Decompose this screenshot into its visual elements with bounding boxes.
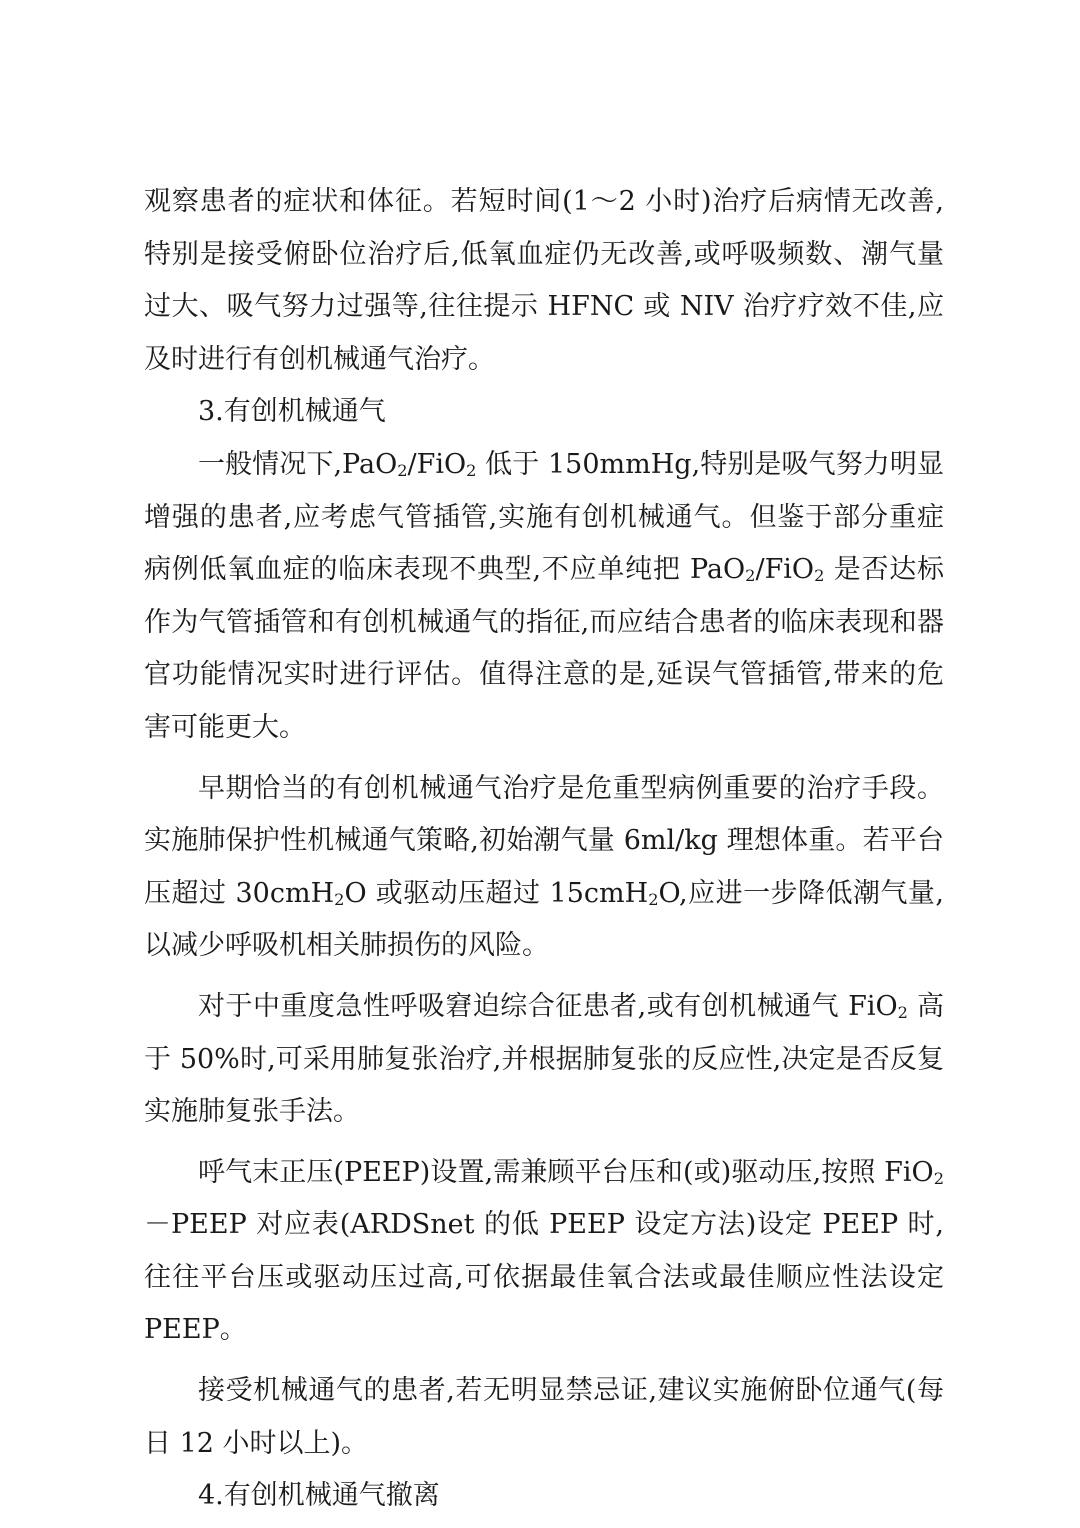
document-page	[144, 176, 944, 1523]
paragraph-gap	[144, 1139, 944, 1147]
section-heading-4: 4.有创机械通气撤离	[198, 1480, 440, 1512]
paragraph-intubation: 一般情况下,PaO$_2$/FiO$_2$ 低于 150mmHg,特别是吸气努力明显增强的患者,应考虑气管插管,实施有创机械通气。但鉴于部分重症病例低氧血症的临床表现不典型,不应单纯把 PaO$_2$/FiO$_2$ 是否达标作为气管插管和有创机械通气的指征,而应结合患者的临床表现和器官功能情况实时进行评估。值得注意的是,延误气管插管,带来的危害可能更大。	[144, 448, 944, 743]
paragraph-lung-protective: 早期恰当的有创机械通气治疗是危重型病例重要的治疗手段。实施肺保护性机械通气策略,初始潮气量 6ml/kg 理想体重。若平台压超过 30cmH$_2$O 或驱动压超过 15cmH$_2$O,应进一步降低潮气量,以减少呼吸机相关肺损伤的风险。	[144, 772, 944, 962]
paragraph-peep: 呼气末正压(PEEP)设置,需兼顾平台压和(或)驱动压,按照 FiO$_2$－PEEP 对应表(ARDSnet 的低 PEEP 设定方法)设定 PEEP 时,往往平台压或驱动压过高,可依据最佳氧合法或最佳顺应性法设定 PEEP。	[144, 1156, 944, 1346]
section-heading-3: 3.有创机械通气	[198, 396, 386, 428]
paragraph-continuation: 观察患者的症状和体征。若短时间(1～2 小时)治疗后病情无改善,特别是接受俯卧位治疗后,低氧血症仍无改善,或呼吸频数、潮气量过大、吸气努力过强等,往往提示 HFNC 或 NIV 治疗疗效不佳,应及时进行有创机械通气治疗。	[144, 186, 944, 375]
paragraph-gap	[144, 755, 944, 763]
paragraph-prone: 接受机械通气的患者,若无明显禁忌证,建议实施俯卧位通气(每日 12 小时以上)。	[144, 1375, 944, 1459]
paragraph-gap	[144, 1357, 944, 1365]
paragraph-recruitment: 对于中重度急性呼吸窘迫综合征患者,或有创机械通气 FiO$_2$ 高于 50%时,可采用肺复张治疗,并根据肺复张的反应性,决定是否反复实施肺复张手法。	[144, 990, 944, 1128]
paragraph-gap	[144, 973, 944, 981]
